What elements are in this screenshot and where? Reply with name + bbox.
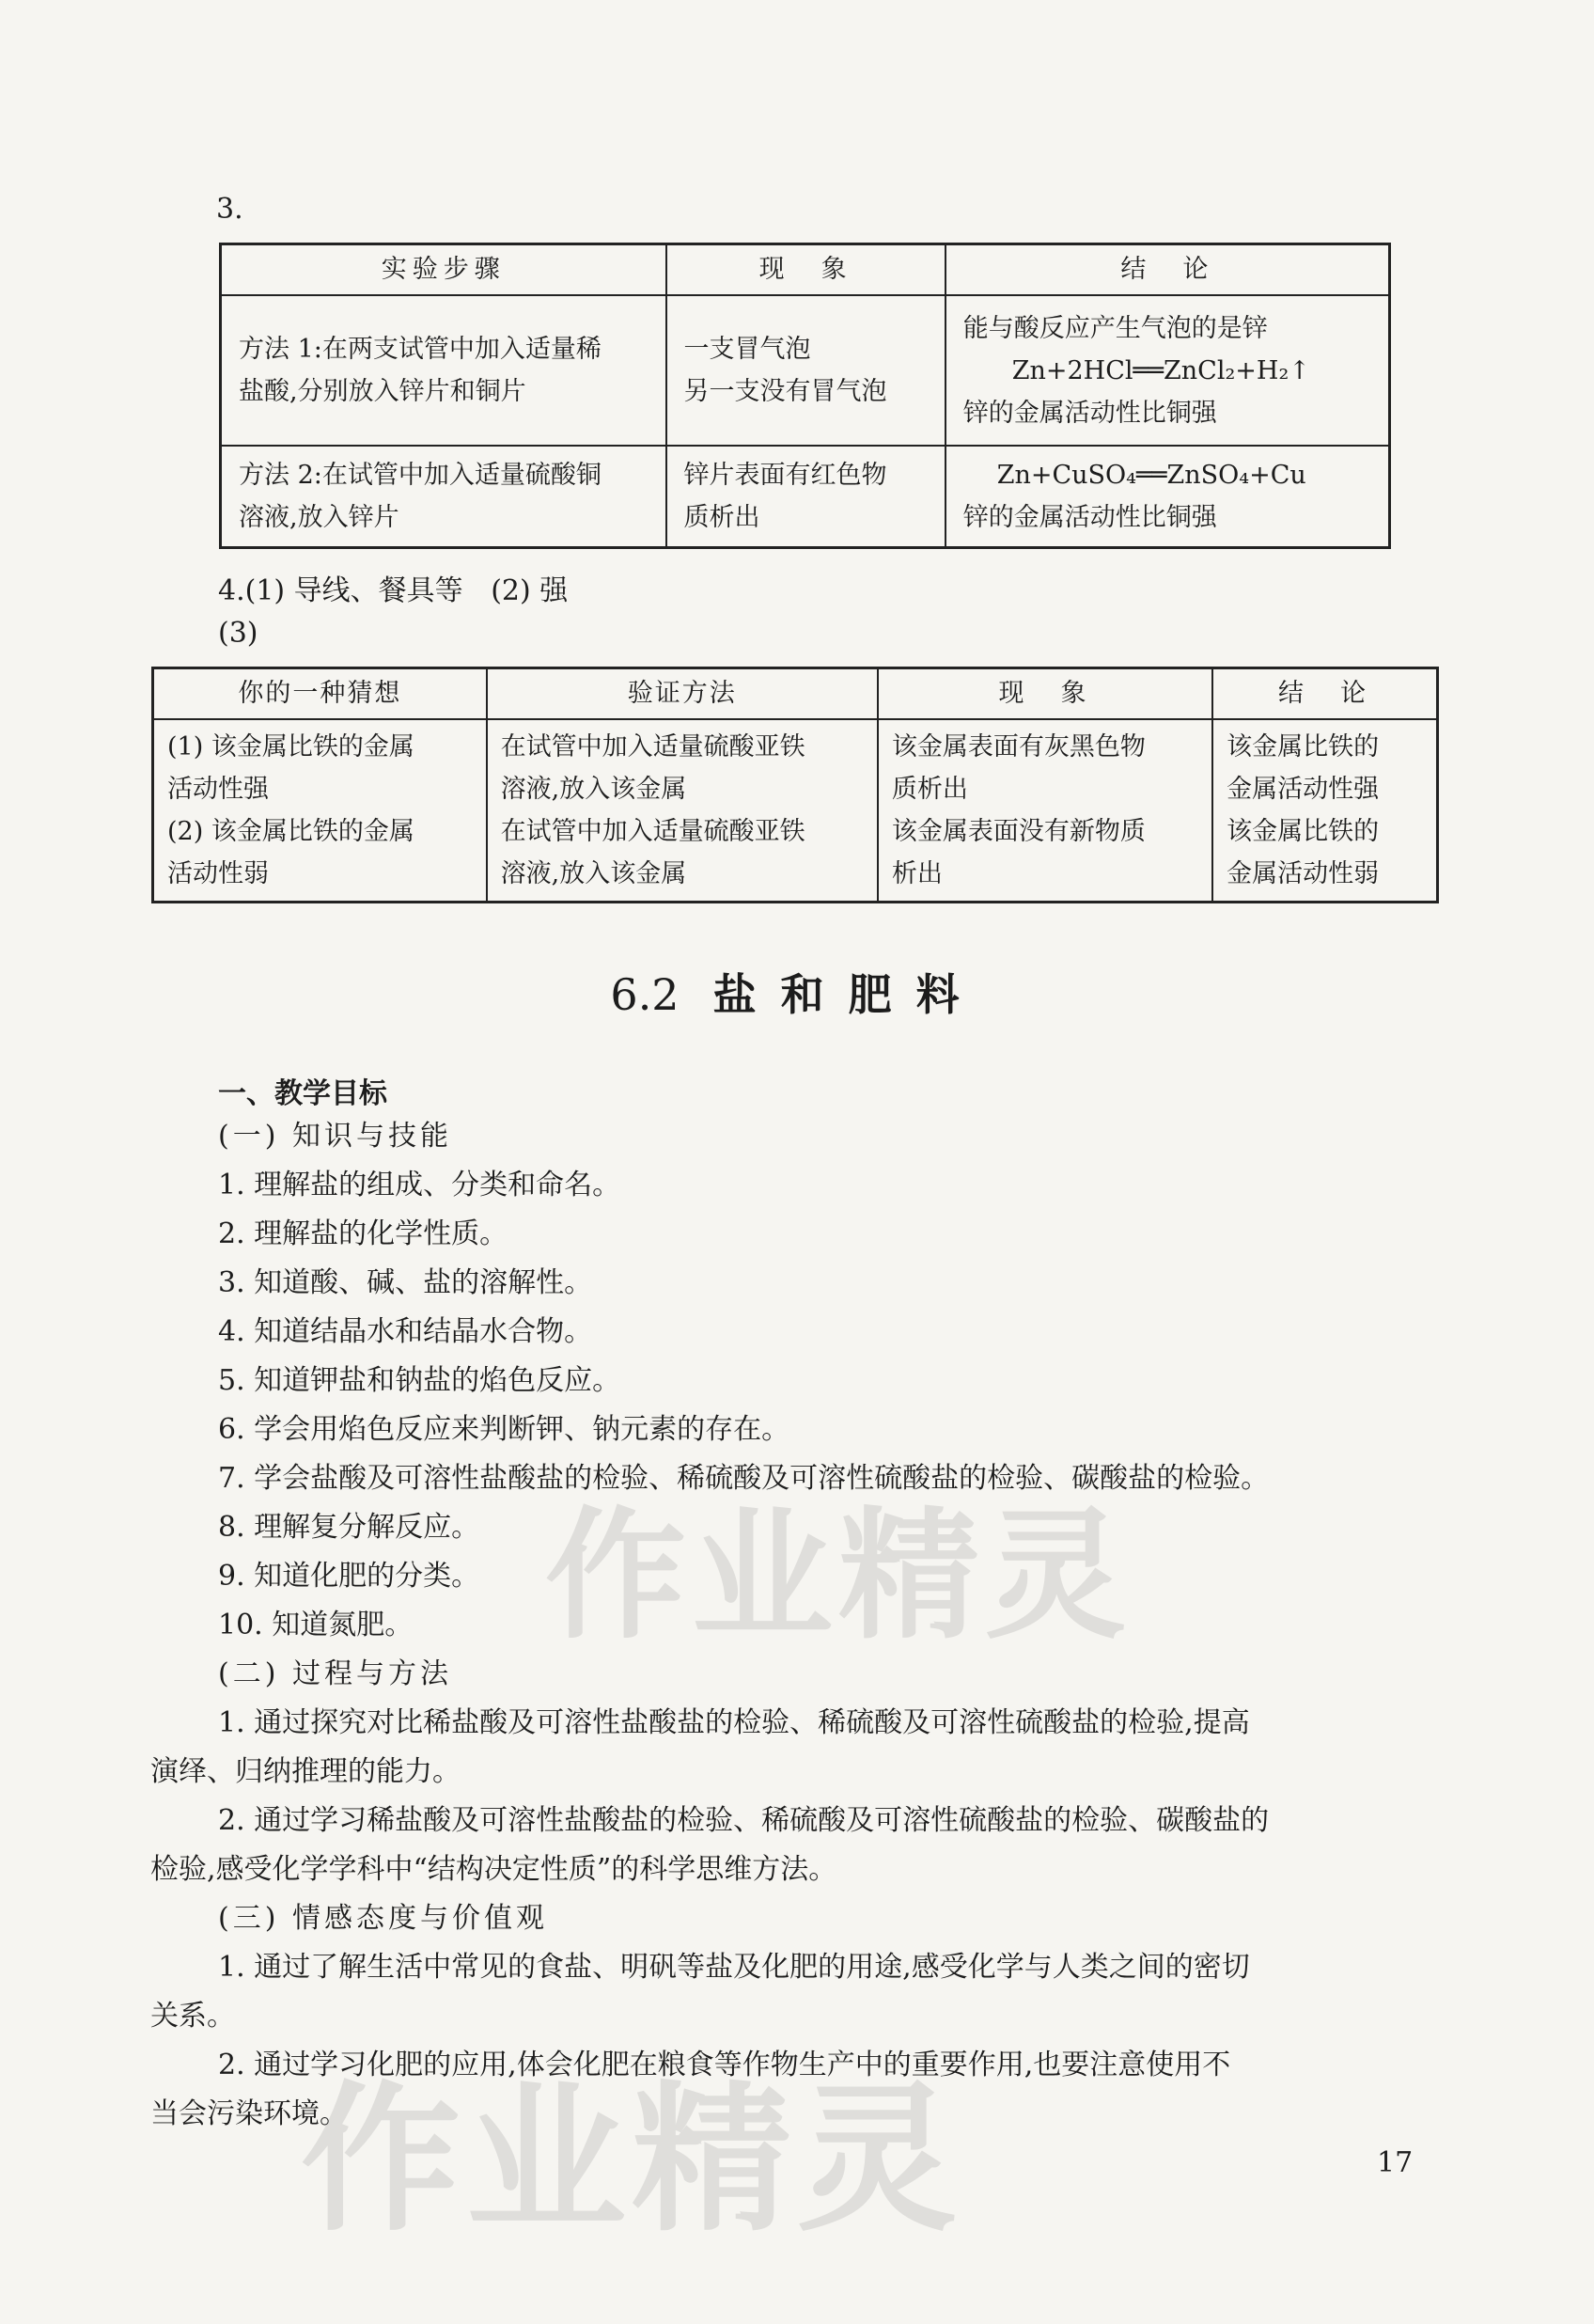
page-number: 17 bbox=[1377, 2146, 1414, 2179]
table-header-row bbox=[153, 668, 1438, 720]
paragraph-line: 当会污染环境。 bbox=[150, 2097, 348, 2130]
method-1-conclusion: 能与酸反应产生气泡的是锌 Zn+2HCl══ZnCl₂+H₂↑ 锌的金属活动性比铜强 bbox=[945, 295, 1390, 446]
guess-table bbox=[151, 667, 1439, 903]
paragraph-line: 2. 通过学习稀盐酸及可溶性盐酸盐的检验、稀硫酸及可溶性硫酸盐的检验、碳酸盐的 bbox=[218, 1804, 1270, 1837]
list-item: 2. 理解盐的化学性质。 bbox=[218, 1217, 508, 1250]
header-guess: 你的一种猜想 bbox=[153, 668, 487, 720]
header-phenomenon: 现 象 bbox=[878, 668, 1212, 720]
paragraph-line: 1. 通过探究对比稀盐酸及可溶性盐酸盐的检验、稀硫酸及可溶性硫酸盐的检验,提高 bbox=[218, 1706, 1250, 1739]
conclusion-cell: 该金属比铁的 金属活动性强 该金属比铁的 金属活动性弱 bbox=[1212, 719, 1437, 903]
objectives-heading: 一、教学目标 bbox=[218, 1077, 387, 1110]
method-1-step: 方法 1:在两支试管中加入适量稀 盐酸,分别放入锌片和铜片 bbox=[221, 295, 666, 446]
header-conclusion: 结 论 bbox=[1212, 668, 1437, 720]
table-row bbox=[221, 446, 1390, 548]
list-item: 4. 知道结晶水和结晶水合物。 bbox=[218, 1315, 593, 1348]
subheading-attitude: (三) 情感态度与价值观 bbox=[218, 1902, 548, 1935]
watermark: 作业精灵 bbox=[301, 2067, 963, 2253]
subheading-process: (二) 过程与方法 bbox=[218, 1657, 452, 1690]
experiment-table bbox=[219, 243, 1391, 549]
paragraph-line: 演绎、归纳推理的能力。 bbox=[150, 1755, 461, 1788]
paragraph-line: 关系。 bbox=[150, 2000, 235, 2033]
phenomenon-cell: 该金属表面有灰黑色物 质析出 该金属表面没有新物质 析出 bbox=[878, 719, 1212, 903]
paragraph-line: 检验,感受化学学科中“结构决定性质”的科学思维方法。 bbox=[150, 1853, 837, 1886]
method-2-conclusion: Zn+CuSO₄══ZnSO₄+Cu 锌的金属活动性比铜强 bbox=[945, 446, 1390, 548]
chemical-equation: Zn+2HCl══ZnCl₂+H₂↑ bbox=[1011, 355, 1310, 385]
subheading-knowledge: (一) 知识与技能 bbox=[218, 1120, 452, 1153]
list-item: 5. 知道钾盐和钠盐的焰色反应。 bbox=[218, 1364, 621, 1397]
header-steps: 实验步骤 bbox=[221, 244, 666, 296]
list-item: 3. 知道酸、碱、盐的溶解性。 bbox=[218, 1266, 593, 1299]
question-4-line: 4.(1) 导线、餐具等 (2) 强 bbox=[218, 574, 569, 607]
question-3-label: 3. bbox=[216, 193, 243, 226]
list-item: 1. 理解盐的组成、分类和命名。 bbox=[218, 1169, 621, 1201]
header-method: 验证方法 bbox=[487, 668, 878, 720]
chemical-equation: Zn+CuSO₄══ZnSO₄+Cu bbox=[996, 461, 1306, 490]
list-item: 7. 学会盐酸及可溶性盐酸盐的检验、稀硫酸及可溶性硫酸盐的检验、碳酸盐的检验。 bbox=[218, 1462, 1270, 1495]
method-2-step: 方法 2:在试管中加入适量硫酸铜 溶液,放入锌片 bbox=[221, 446, 666, 548]
section-title bbox=[0, 961, 1594, 1023]
header-conclusion: 结 论 bbox=[945, 244, 1390, 296]
table-row bbox=[221, 295, 1390, 446]
table-row bbox=[153, 719, 1438, 903]
list-item: 10. 知道氮肥。 bbox=[218, 1609, 414, 1641]
paragraph-line: 2. 通过学习化肥的应用,体会化肥在粮食等作物生产中的重要作用,也要注意使用不 bbox=[218, 2049, 1231, 2081]
method-1-phenomenon: 一支冒气泡 另一支没有冒气泡 bbox=[666, 295, 945, 446]
section-number: 6.2 bbox=[610, 969, 680, 1020]
method-cell: 在试管中加入适量硫酸亚铁 溶液,放入该金属 在试管中加入适量硫酸亚铁 溶液,放入该金属 bbox=[487, 719, 878, 903]
paragraph-line: 1. 通过了解生活中常见的食盐、明矾等盐及化肥的用途,感受化学与人类之间的密切 bbox=[218, 1951, 1250, 1984]
list-item: 6. 学会用焰色反应来判断钾、钠元素的存在。 bbox=[218, 1413, 790, 1446]
list-item: 9. 知道化肥的分类。 bbox=[218, 1560, 480, 1593]
watermark: 作业精灵 bbox=[545, 1495, 1133, 1658]
table-header-row bbox=[221, 244, 1390, 296]
question-4-sub3: (3) bbox=[218, 617, 258, 650]
method-2-phenomenon: 锌片表面有红色物 质析出 bbox=[666, 446, 945, 548]
header-phenomenon: 现 象 bbox=[666, 244, 945, 296]
list-item: 8. 理解复分解反应。 bbox=[218, 1511, 480, 1544]
section-title-text: 盐和肥料 bbox=[712, 969, 984, 1020]
guess-cell: (1) 该金属比铁的金属 活动性强 (2) 该金属比铁的金属 活动性弱 bbox=[153, 719, 487, 903]
